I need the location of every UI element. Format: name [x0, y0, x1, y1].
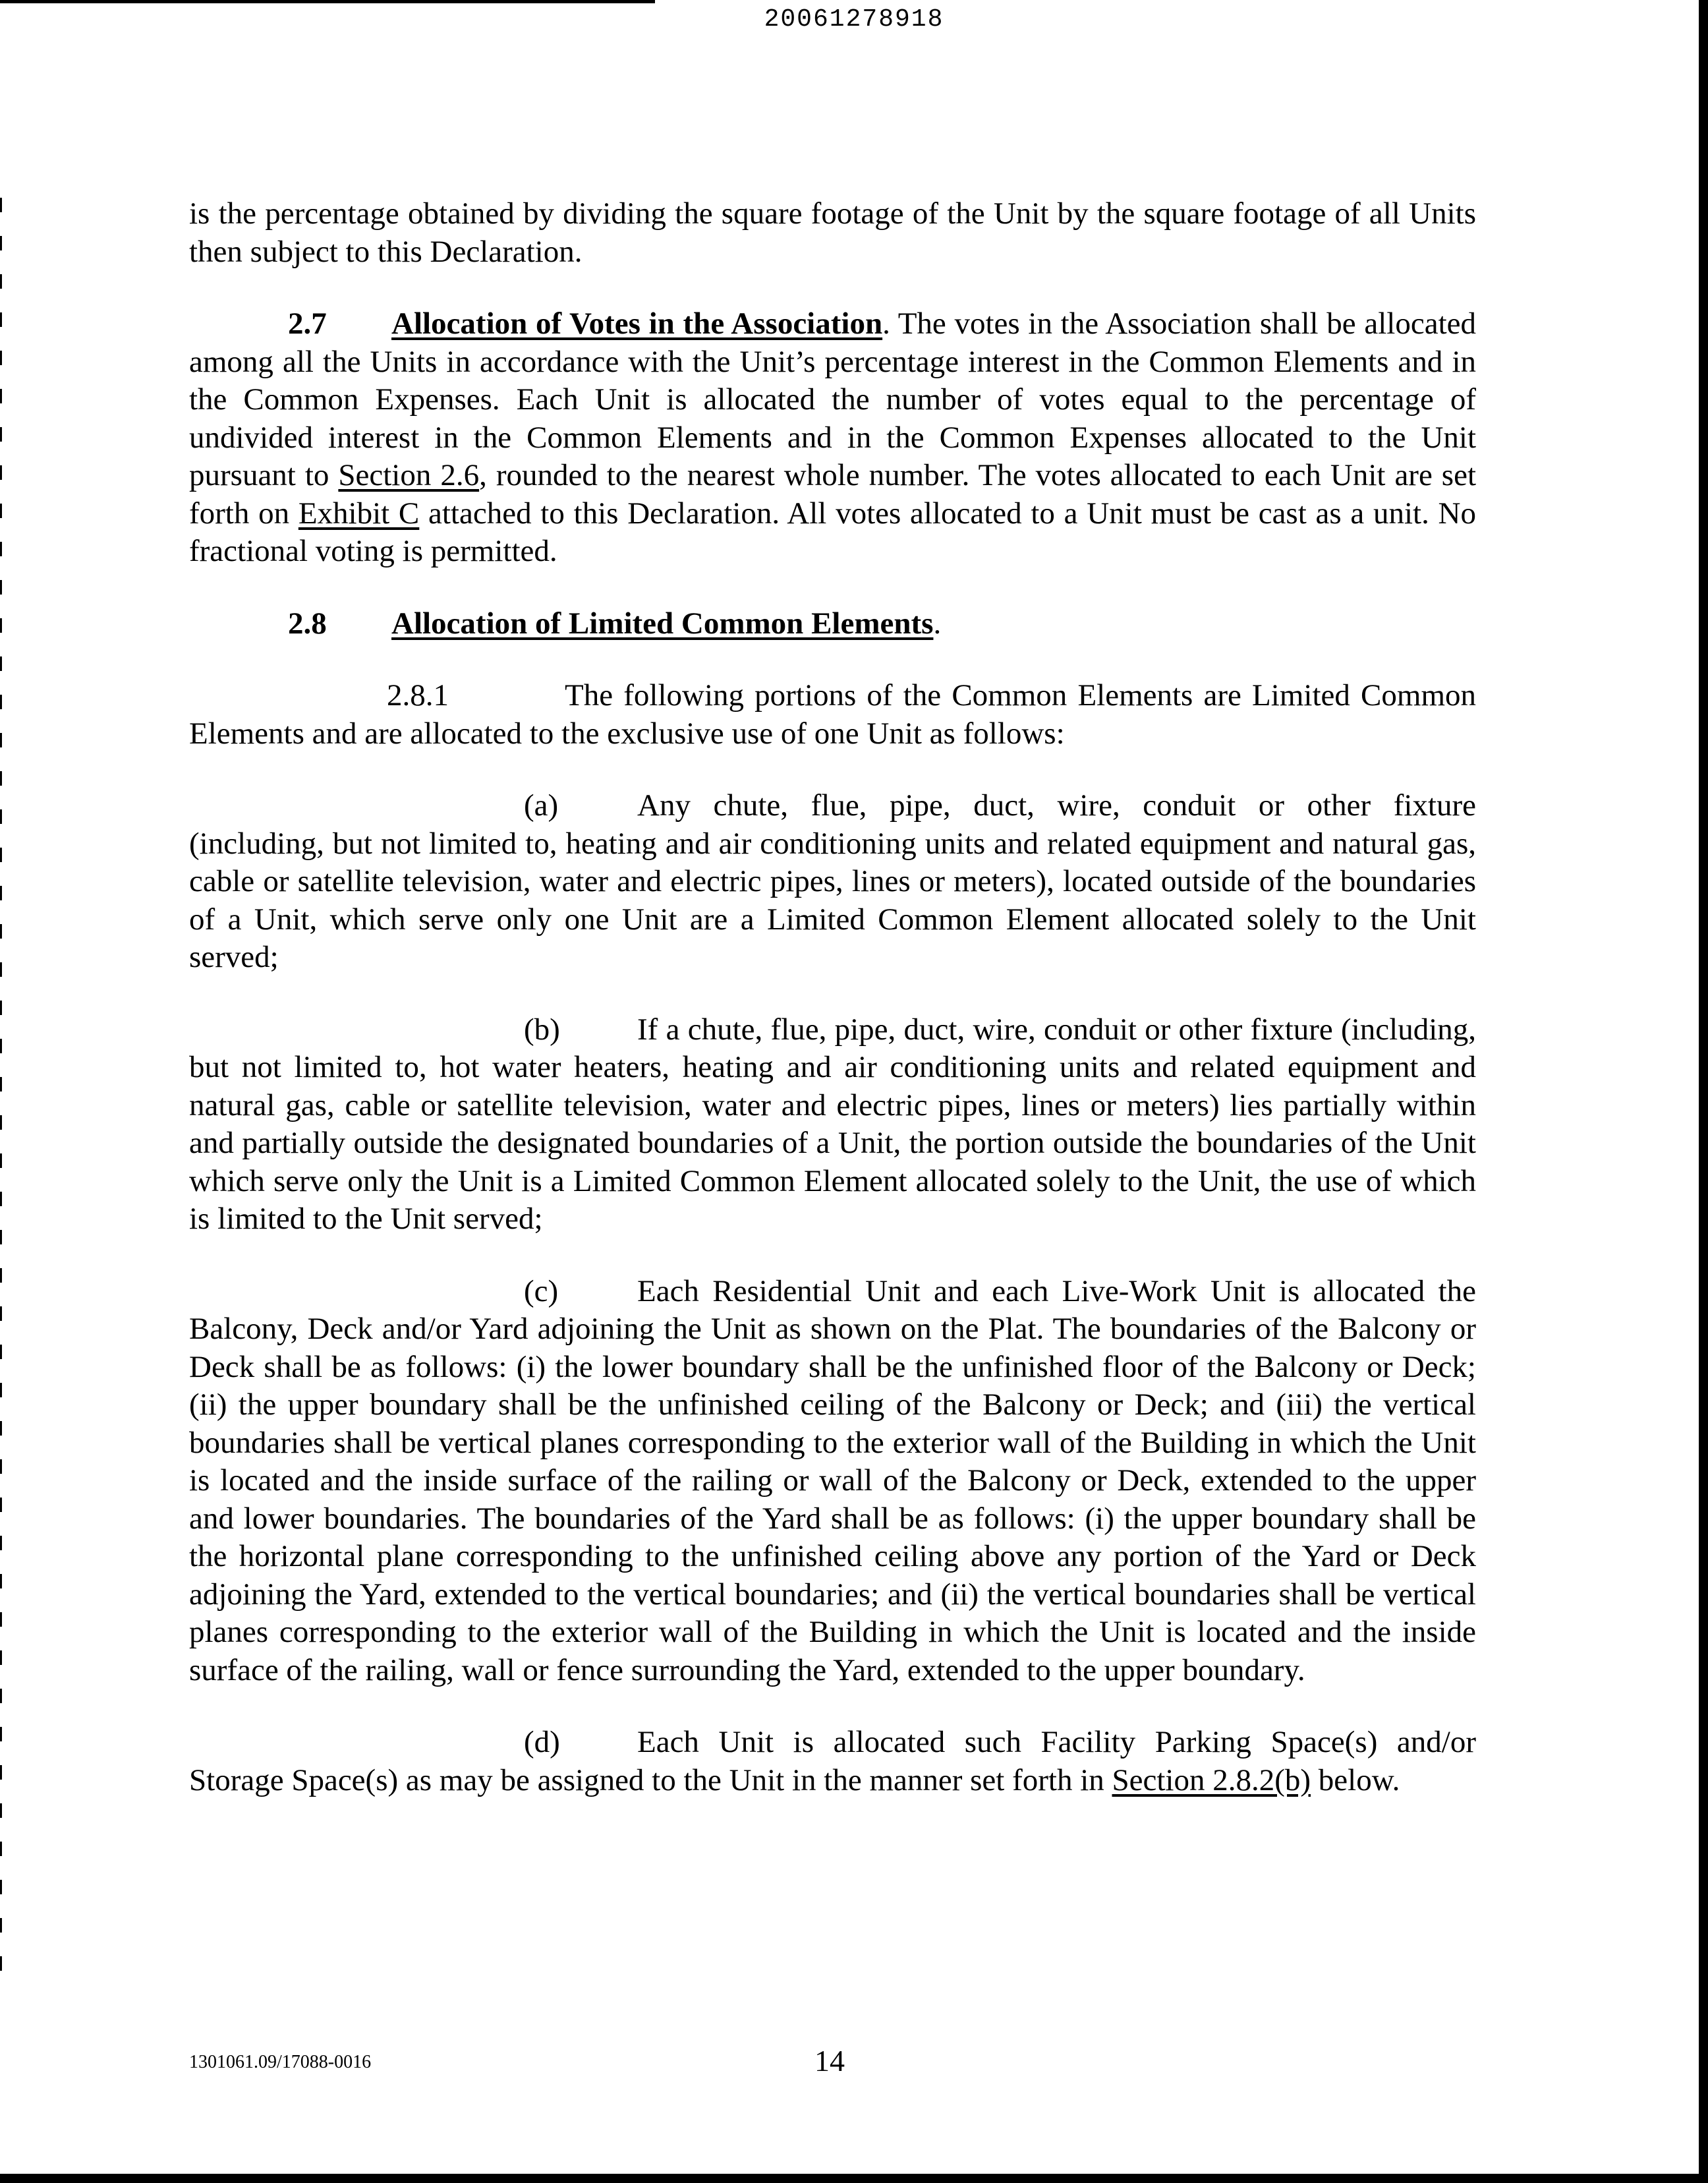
- section-2-7: [189, 305, 1476, 571]
- left-scan-ticks: [0, 198, 2, 1977]
- paragraph-a: [189, 787, 1476, 977]
- page-body: [189, 195, 1476, 1799]
- intro-paragraph: is the percentage obtained by dividing the square footage of the Unit by the square footage of all Units then subject to this Declaration.: [189, 196, 1476, 269]
- section-2-7-title-period: .: [882, 306, 890, 341]
- section-2-7-text-2: , rounded to the nearest whole number. The votes allocated to each Unit are set forth on: [189, 458, 1476, 531]
- top-rule: [0, 0, 655, 3]
- section-2-8-2b-reference: Section 2.8.2(b): [1112, 1762, 1311, 1797]
- paragraph-a-label: (a): [524, 788, 559, 823]
- paragraph-b: [189, 1011, 1476, 1238]
- section-2-8-title: Allocation of Limited Common Elements: [391, 606, 934, 641]
- section-2-7-text-1: The votes in the Association shall be allocated among all the Units in accordance with the Unit’s percentage interest in the Common Elements and in the Common Expenses. Each Unit is allocated the number of votes equal to the percentage of undivided interest in the Common Elements and in the Common Expenses allocated to the Unit pursuant to: [189, 306, 1476, 492]
- paragraph-b-text: If a chute, flue, pipe, duct, wire, conduit or other fixture (including, but not limited to, hot water heaters, heating and air conditioning units and related equipment and natural gas, cable or satellite television, water and electric pipes, lines or meters) lies partially within and partially outside the designated boundaries of a Unit, the portion outside the boundaries of the Unit which serve only the Unit is a Limited Common Element allocated solely to the Unit, the use of which is limited to the Unit served;: [189, 1012, 1476, 1236]
- section-2-8-1-text: The following portions of the Common Elements are Limited Common Elements and are allocated to the exclusive use of one Unit as follows:: [189, 678, 1476, 751]
- section-2-8-1: [189, 677, 1476, 753]
- section-2-8-title-period: .: [933, 606, 942, 641]
- paragraph-c-label: (c): [524, 1273, 559, 1308]
- exhibit-c-reference: Exhibit C: [298, 496, 420, 531]
- section-2-7-number: 2.7: [288, 306, 327, 341]
- paragraph-d: [189, 1724, 1476, 1799]
- paragraph-d-text-1: Each Unit is allocated such Facility Parking Space(s) and/or Storage Space(s) as may be assigned to the Unit in the manner set forth in: [189, 1725, 1476, 1797]
- paragraph-d-label: (d): [524, 1725, 560, 1759]
- section-2-7-text-3: attached to this Declaration. All votes allocated to a Unit must be cast as a unit. No fractional voting is permitted.: [189, 496, 1476, 568]
- right-page-border: [1699, 0, 1708, 2183]
- section-2-8: [189, 605, 1476, 643]
- recording-number: 20061278918: [764, 5, 944, 34]
- paragraph-b-label: (b): [524, 1012, 560, 1047]
- paragraph-d-text-2: below.: [1311, 1762, 1400, 1797]
- paragraph-a-text: Any chute, flue, pipe, duct, wire, conduit or other fixture (including, but not limited to, heating and air conditioning units and related equipment and natural gas, cable or satellite television, water and electric pipes, lines or meters), located outside of the boundaries of a Unit, which serve only one Unit are a Limited Common Element allocated solely to the Unit served;: [189, 788, 1476, 974]
- page-number: 14: [814, 2044, 845, 2078]
- section-2-7-title: Allocation of Votes in the Association: [391, 306, 883, 341]
- section-2-6-reference: Section 2.6: [338, 458, 480, 492]
- paragraph-c: [189, 1273, 1476, 1690]
- paragraph-c-text: Each Residential Unit and each Live-Work Unit is allocated the Balcony, Deck and/or Yard adjoining the Unit as shown on the Plat. The boundaries of the Balcony or Deck shall be as follows: (i) the lower boundary shall be the unfinished floor of the Balcony or Deck; (ii) the upper boundary shall be the unfinished ceiling of the Balcony or Deck; and (iii) the vertical boundaries shall be vertical planes corresponding to the exterior wall of the Building in which the Unit is located and the inside surface of the railing or wall of the Balcony or Deck, extended to the upper and lower boundaries. The boundaries of the Yard shall be as follows: (i) the upper boundary shall be the horizontal plane corresponding to the unfinished ceiling above any portion of the Yard or Deck adjoining the Yard, extended to the vertical boundaries; and (ii) the vertical boundaries shall be vertical planes corresponding to the exterior wall of the Building in which the Unit is located and the inside surface of the railing, wall or fence surrounding the Yard, extended to the upper boundary.: [189, 1273, 1476, 1687]
- section-2-8-1-number: 2.8.1: [387, 678, 449, 713]
- section-2-8-number: 2.8: [288, 606, 327, 641]
- footer-document-id: 1301061.09/17088-0016: [189, 2052, 372, 2072]
- bottom-page-border: [0, 2174, 1708, 2183]
